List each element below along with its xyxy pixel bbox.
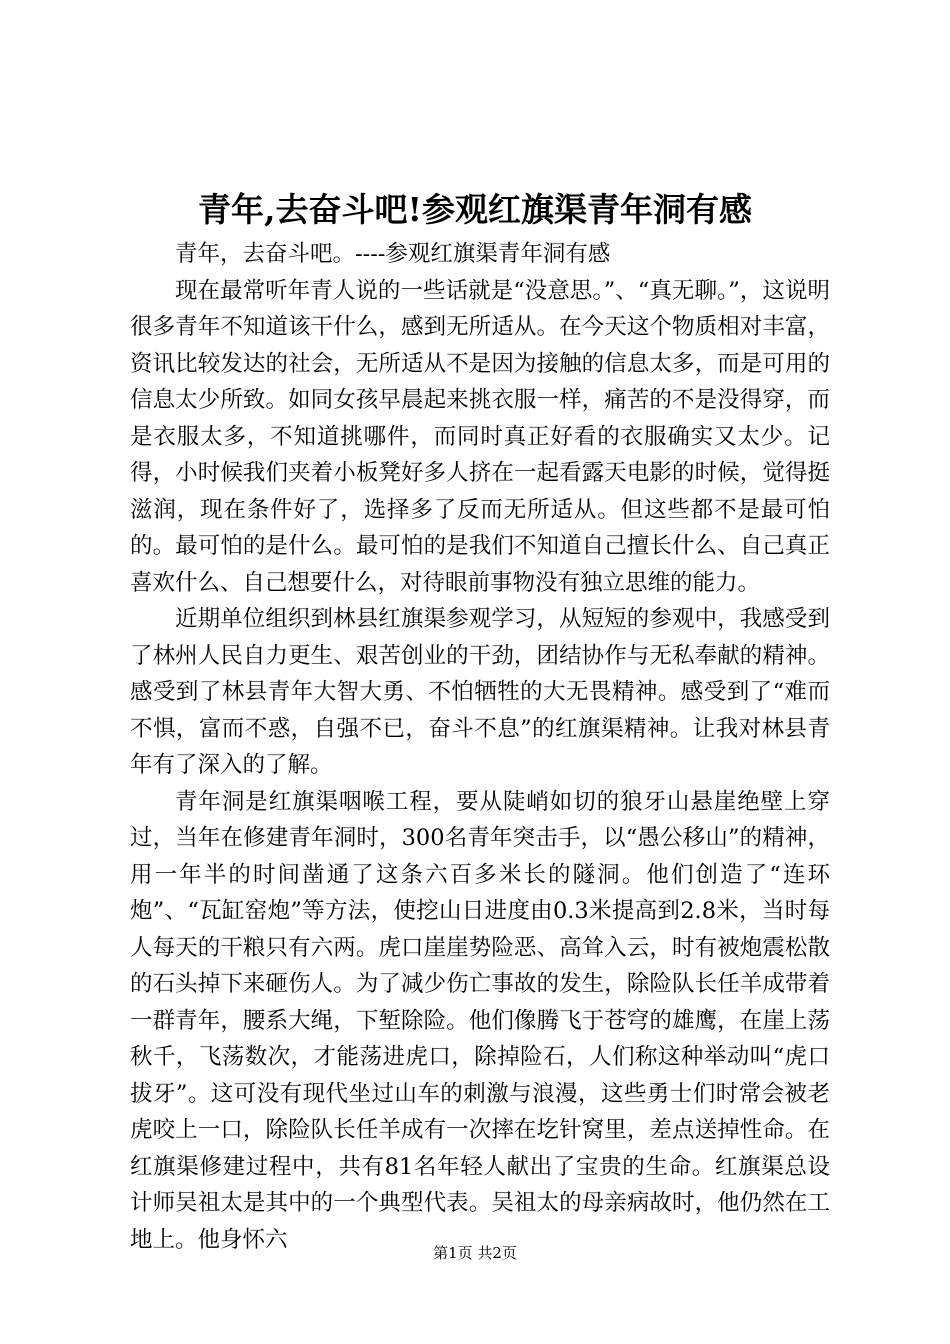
body-paragraph: 现在最常听年青人说的一些话就是“没意思。”、“真无聊。”，这说明很多青年不知道该干什么，感到无所适从。在今天这个物质相对丰富，资讯比较发达的社会，无所适从不是因为接触的信息太多，而是可用的信息太少所致。如同女孩早晨起来挑衣服一样，痛苦的不是没得穿，而是衣服太多，不知道挑哪件，而同时真正好看的衣服确实又太少。记得，小时候我们夹着小板凳好多人挤在一起看露天电影的时候，觉得挺滋润，现在条件好了，选择多了反而无所适从。但这些都不是最可怕的。最可怕的是什么。最可怕的是我们不知道自己擅长什么、自己真正喜欢什么、自己想要什么，对待眼前事物没有独立思维的能力。 <box>130 277 830 596</box>
body-paragraph: 近期单位组织到林县红旗渠参观学习，从短短的参观中，我感受到了林州人民自力更生、艰苦创业的干劲，团结协作与无私奉献的精神。感受到了林县青年大智大勇、不怕牺牲的大无畏精神。感受到了“难而不惧，富而不惑，自强不已，奋斗不息”的红旗渠精神。让我对林县青年有了深入的了解。 <box>130 606 830 778</box>
body-paragraph: 青年洞是红旗渠咽喉工程，要从陡峭如切的狼牙山悬崖绝壁上穿过，当年在修建青年洞时，300名青年突击手，以“愚公移山”的精神，用一年半的时间凿通了这条六百多米长的隧洞。他们创造了“连环炮”、“瓦缸窑炮”等方法，使挖山日进度由0.3米提高到2.8米，当时每人每天的干粮只有六两。虎口崖崖势险恶、高耸入云，时有被炮震松散的石头掉下来砸伤人。为了减少伤亡事故的发生，除险队长任羊成带着一群青年，腰系大绳，下堑除险。他们像腾飞于苍穹的雄鹰，在崖上荡秋千，飞荡数次，才能荡进虎口，除掉险石，人们称这种举动叫“虎口拔牙”。这可没有现代坐过山车的刺激与浪漫，这些勇士们时常会被老虎咬上一口，除险队长任羊成有一次摔在圪针窝里，差点送掉性命。在红旗渠修建过程中，共有81名年轻人献出了宝贵的生命。红旗渠总设计师吴祖太是其中的一个典型代表。吴祖太的母亲病故时，他仍然在工地上。他身怀六 <box>130 788 830 1253</box>
page-number-footer: 第1页 共2页 <box>433 1244 517 1262</box>
subtitle-paragraph: 青年，去奋斗吧。----参观红旗渠青年洞有感 <box>175 241 611 267</box>
document-title: 青年,去奋斗吧!参观红旗渠青年洞有感 <box>198 190 752 229</box>
document-body <box>130 236 830 1258</box>
